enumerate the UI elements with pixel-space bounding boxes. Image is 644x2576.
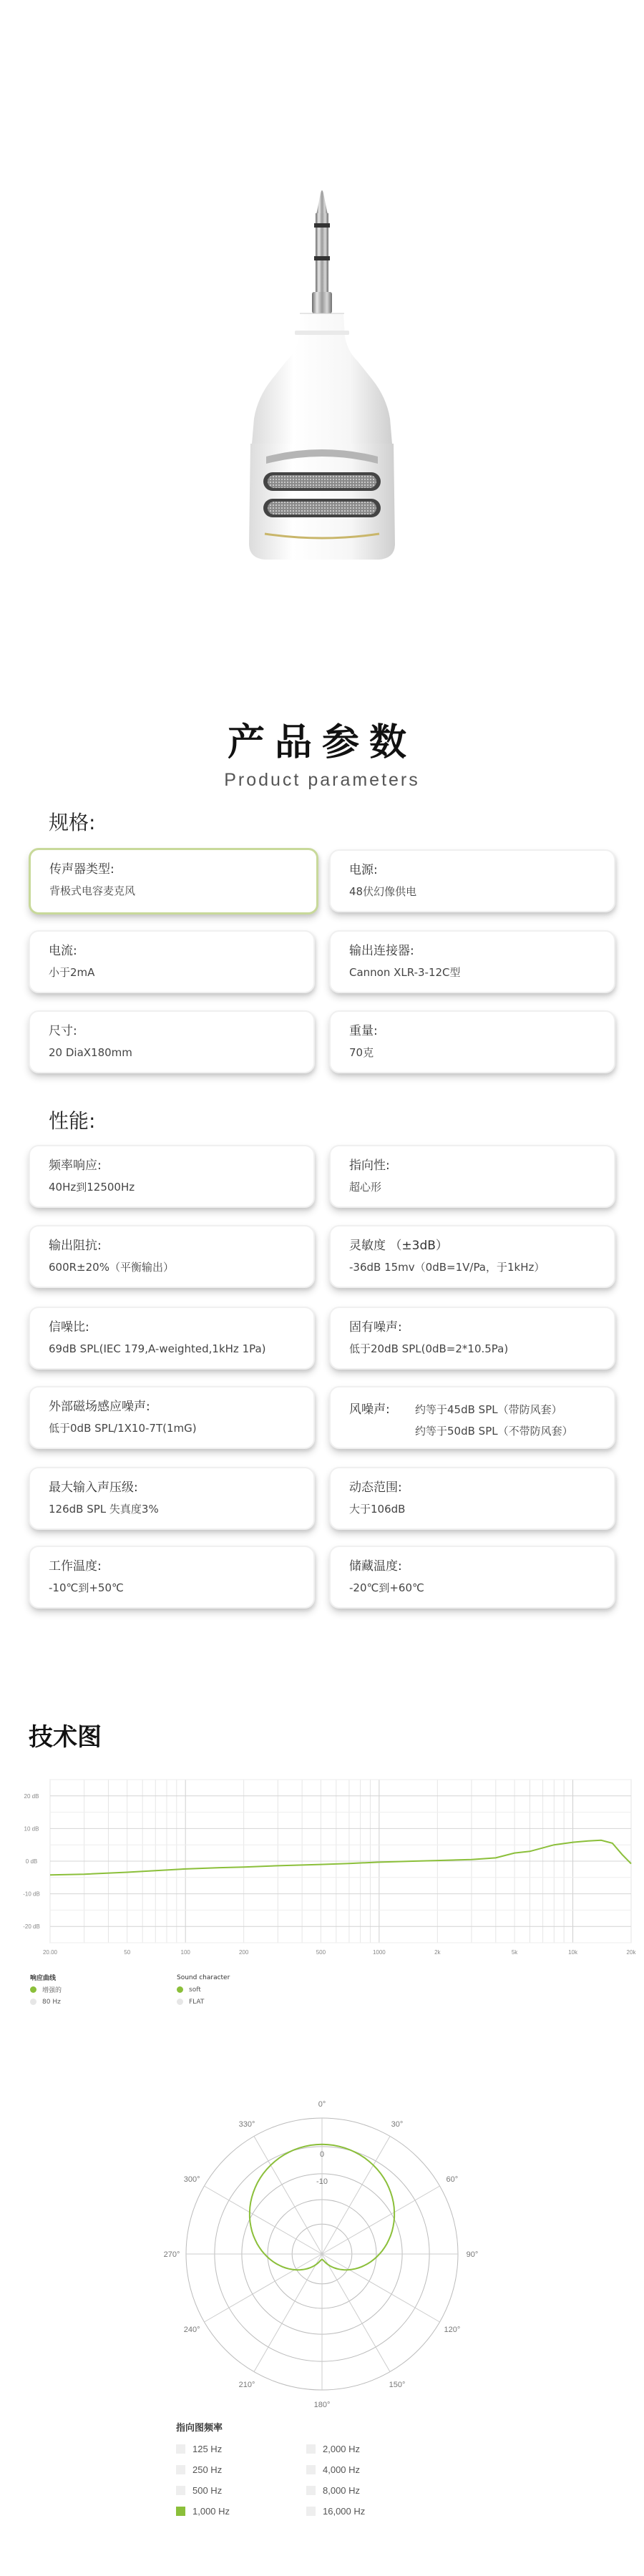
perf-label: 指向性:	[349, 1158, 390, 1173]
perf-label: 风噪声:	[349, 1402, 390, 1417]
polar-legend-item[interactable]	[306, 2464, 360, 2475]
perf-value: 低于20dB SPL(0dB=2*10.5Pa)	[349, 1342, 509, 1355]
fr-legend-item[interactable]	[30, 1984, 62, 1996]
fr-legend-right	[177, 1971, 230, 2008]
perf-value: 低于0dB SPL/1X10-7T(1mG)	[49, 1422, 197, 1435]
angle-label: 210°	[238, 2380, 255, 2389]
polar-legend-label: 250 Hz	[192, 2464, 223, 2475]
perf-value: 大于106dB	[349, 1503, 406, 1516]
angle-label: 30°	[391, 2120, 404, 2129]
spec-value: 小于2mA	[49, 966, 95, 979]
angle-label: 90°	[466, 2250, 479, 2259]
polar-legend-item[interactable]	[176, 2444, 222, 2454]
spec-label: 输出连接器:	[349, 944, 414, 958]
x-tick-label: 500	[316, 1949, 326, 1956]
specs-title: 规格:	[49, 811, 96, 834]
polar-legend-item[interactable]	[306, 2485, 360, 2496]
angle-label: 180°	[313, 2401, 331, 2409]
perf-label: 储藏温度:	[349, 1559, 402, 1574]
checkbox-icon	[306, 2465, 316, 2474]
x-tick-label: 5k	[511, 1949, 518, 1956]
polar-spoke	[322, 2254, 440, 2322]
checkbox-icon	[176, 2465, 185, 2474]
checkbox-icon	[176, 2507, 185, 2516]
perf-label: 输出阻抗:	[49, 1239, 102, 1253]
perf-value: 40Hz到12500Hz	[49, 1181, 135, 1194]
angle-label: 150°	[389, 2380, 406, 2389]
perf-card-impedance	[29, 1225, 315, 1288]
y-tick-label: 0 dB	[25, 1858, 38, 1865]
fr-legend-item[interactable]	[177, 1984, 230, 1996]
polar-pattern-chart	[143, 2089, 501, 2411]
spec-card-current	[29, 930, 315, 993]
perf-card-storage-temp	[329, 1546, 615, 1609]
angle-label: 330°	[238, 2120, 255, 2129]
perf-value: -36dB 15mv（0dB=1V/Pa，于1kHz）	[349, 1261, 545, 1274]
polar-legend-item[interactable]	[306, 2444, 360, 2454]
x-tick-label: 200	[238, 1949, 249, 1956]
polar-spoke	[322, 2186, 440, 2254]
perf-card-dynamic-range	[329, 1467, 615, 1530]
perf-value: -20℃到+60℃	[349, 1581, 424, 1594]
angle-label: 60°	[446, 2175, 459, 2184]
radio-dot-icon	[177, 1986, 183, 1993]
y-tick-label: 10 dB	[24, 1825, 39, 1833]
perf-card-self-noise	[329, 1307, 615, 1370]
angle-label: 0°	[318, 2100, 326, 2109]
polar-legend-label: 2,000 Hz	[323, 2444, 361, 2454]
checkbox-icon	[306, 2444, 316, 2454]
polar-legend-title: 指向图频率	[176, 2423, 223, 2434]
perf-value: -10℃到+50℃	[49, 1581, 124, 1594]
perf-value: 超心形	[349, 1181, 382, 1194]
polar-spoke	[204, 2254, 322, 2322]
x-tick-label: 100	[180, 1949, 190, 1956]
x-tick-label: 50	[124, 1949, 131, 1956]
perf-label: 动态范围:	[349, 1480, 402, 1495]
perf-label: 信噪比:	[49, 1320, 89, 1335]
polar-spoke	[204, 2186, 322, 2254]
polar-spoke	[322, 2254, 390, 2372]
fr-legend-item-label: 80 Hz	[42, 1998, 61, 2006]
polar-legend-item[interactable]	[306, 2506, 365, 2517]
polar-spoke	[254, 2136, 325, 2254]
x-tick-label: 10k	[568, 1949, 577, 1956]
perf-label: 外部磁场感应噪声:	[49, 1400, 150, 1414]
spec-label: 尺寸:	[49, 1024, 77, 1038]
perf-value: 126dB SPL 失真度3%	[49, 1503, 159, 1516]
fr-legend-title: 响应曲线	[30, 1975, 57, 1982]
tech-title: 技术图	[29, 1723, 102, 1752]
perf-card-magnetic-noise	[29, 1386, 315, 1449]
angle-label: 270°	[163, 2250, 180, 2259]
spec-card-power	[329, 849, 615, 912]
perf-label: 固有噪声:	[349, 1320, 402, 1335]
fr-legend-item[interactable]	[177, 1996, 230, 2008]
radial-label: 0	[319, 2150, 325, 2159]
polar-legend-label: 8,000 Hz	[323, 2485, 361, 2496]
y-tick-label: 20 dB	[24, 1792, 39, 1800]
x-tick-label: 2k	[434, 1949, 441, 1956]
checkbox-icon	[176, 2486, 185, 2495]
spec-card-mic-type	[29, 848, 318, 914]
product-image	[0, 0, 644, 687]
x-tick-label: 1000	[372, 1949, 386, 1956]
polar-legend-label: 16,000 Hz	[323, 2506, 366, 2517]
spec-card-size	[29, 1010, 315, 1073]
polar-spoke	[254, 2254, 322, 2372]
performance-title: 性能:	[49, 1109, 96, 1133]
radio-dot-icon	[30, 1999, 36, 2005]
polar-legend-label: 125 Hz	[192, 2444, 223, 2454]
checkbox-icon	[306, 2486, 316, 2495]
spec-label: 电源:	[349, 863, 378, 877]
polar-legend-item[interactable]	[176, 2506, 230, 2517]
perf-card-polar	[329, 1145, 615, 1208]
perf-label: 最大输入声压级:	[49, 1480, 138, 1495]
spec-value: 背极式电容麦克风	[49, 884, 136, 897]
section-title: 产品参数	[227, 721, 416, 764]
x-tick-label: 20k	[626, 1949, 636, 1956]
angle-label: 120°	[444, 2326, 461, 2334]
checkbox-icon	[306, 2507, 316, 2516]
polar-legend-item[interactable]	[176, 2464, 222, 2475]
radio-dot-icon	[177, 1999, 183, 2005]
spec-label: 传声器类型:	[49, 862, 114, 877]
radio-dot-icon	[30, 1986, 36, 1993]
perf-card-snr	[29, 1307, 315, 1370]
perf-value: 600R±20%（平衡输出）	[49, 1261, 174, 1274]
polar-legend-label: 1,000 Hz	[192, 2506, 230, 2517]
fr-legend-left	[30, 1971, 62, 2008]
spec-value: Cannon XLR-3-12C型	[349, 966, 461, 979]
section-heading	[0, 712, 644, 791]
fr-legend-item-label: soft	[189, 1986, 201, 1994]
x-tick-label: 20.00	[42, 1949, 58, 1956]
perf-value: 69dB SPL(IEC 179,A-weighted,1kHz 1Pa)	[49, 1342, 266, 1355]
spec-value: 70克	[349, 1046, 374, 1059]
y-tick-label: -20 dB	[23, 1923, 40, 1931]
checkbox-icon	[176, 2444, 185, 2454]
polar-legend-item[interactable]	[176, 2485, 222, 2496]
fr-legend-item[interactable]	[30, 1996, 62, 2008]
perf-label: 工作温度:	[49, 1559, 102, 1574]
polar-spoke	[319, 2136, 390, 2254]
spec-card-weight	[329, 1010, 615, 1073]
angle-label: 240°	[183, 2326, 200, 2334]
perf-value-2: 约等于50dB SPL（不带防风套）	[415, 1425, 573, 1438]
fr-legend-item-label: FLAT	[189, 1998, 205, 2006]
section-subtitle: Product parameters	[224, 770, 420, 790]
polar-legend-label: 4,000 Hz	[323, 2464, 361, 2475]
y-tick-label: -10 dB	[23, 1890, 40, 1898]
spec-value: 48伏幻像供电	[349, 885, 417, 898]
fr-legend-item-label: 增强的	[42, 1987, 62, 1994]
frequency-response-chart	[0, 1753, 644, 1968]
perf-card-sensitivity	[329, 1225, 615, 1288]
perf-value: 约等于45dB SPL（带防风套）	[415, 1403, 562, 1416]
perf-card-max-spl	[29, 1467, 315, 1530]
perf-card-operating-temp	[29, 1546, 315, 1609]
perf-card-wind-noise	[329, 1386, 615, 1449]
spec-card-connector	[329, 930, 615, 993]
perf-label: 频率响应:	[49, 1158, 102, 1173]
spec-label: 重量:	[349, 1024, 378, 1038]
perf-label: 灵敏度 （±3dB）	[349, 1239, 448, 1253]
polar-legend-label: 500 Hz	[192, 2485, 223, 2496]
fr-legend-title: Sound character	[177, 1974, 230, 1981]
angle-label: 300°	[183, 2175, 200, 2184]
spec-label: 电流:	[49, 944, 77, 958]
perf-card-frequency	[29, 1145, 315, 1208]
spec-value: 20 DiaX180mm	[49, 1046, 132, 1059]
radial-label: -10	[316, 2177, 328, 2186]
